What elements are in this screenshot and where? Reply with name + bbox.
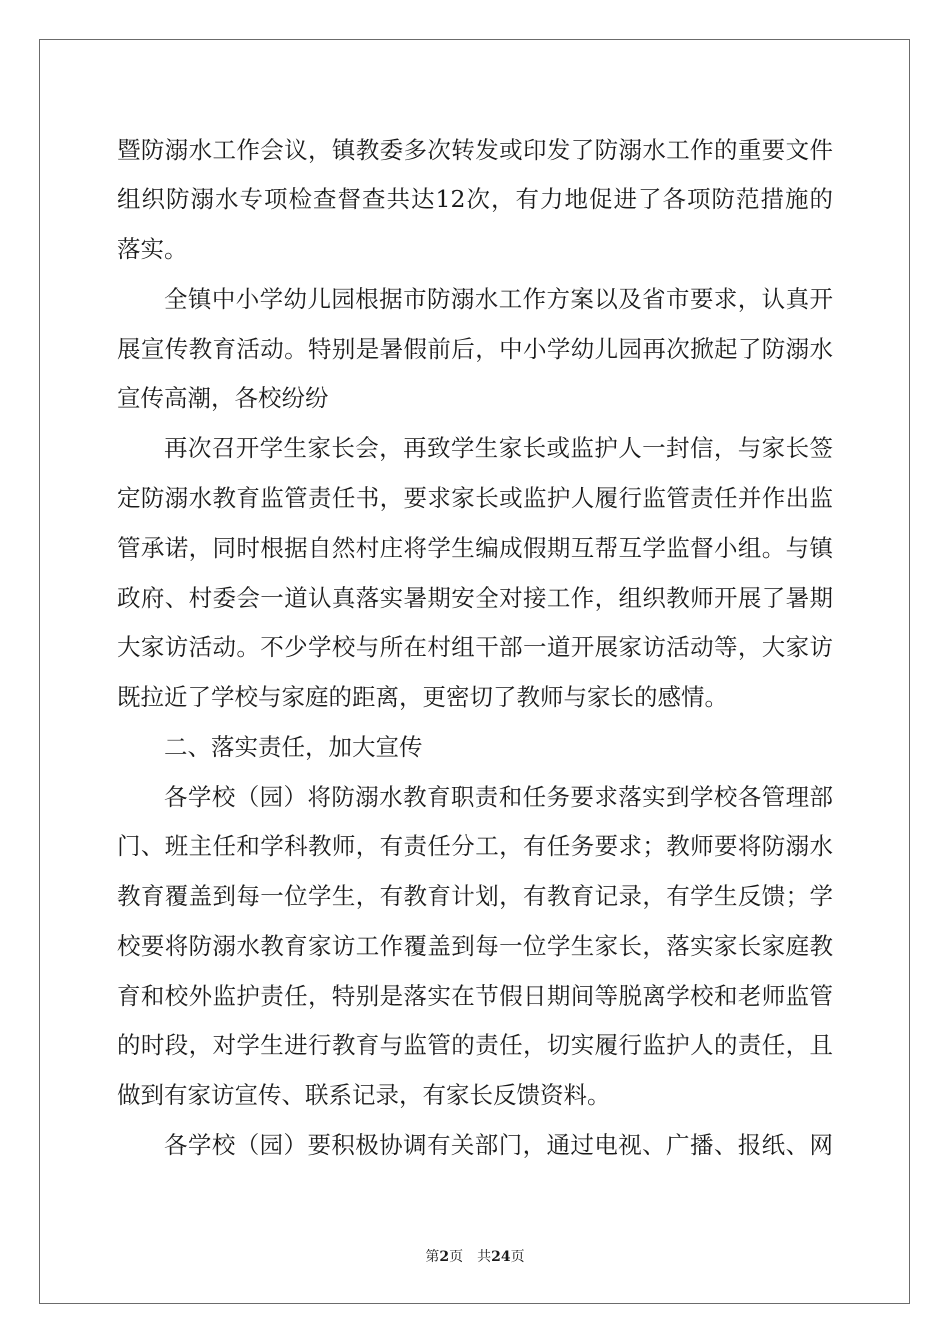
text-line: 各学校（园）将防溺水教育职责和任务要求落实到学校各管理部 [164,783,833,811]
current-page: 2 [439,1249,450,1265]
text-line: 落实。 [117,235,188,263]
text-line: 门、班主任和学科教师，有责任分工，有任务要求；教师要将防溺水 [117,832,833,860]
page-border [39,39,910,1304]
text-line: 教育覆盖到每一位学生，有教育计划，有教育记录，有学生反馈；学 [117,882,833,910]
text-line: 暨防溺水工作会议，镇教委多次转发或印发了防溺水工作的重要文件 [117,136,833,164]
text-line: 大家访活动。不少学校与所在村组干部一道开展家访活动等，大家访 [117,633,833,661]
text-line: 政府、村委会一道认真落实暑期安全对接工作，组织教师开展了暑期 [117,584,833,612]
text-line: 校要将防溺水教育家访工作覆盖到每一位学生家长，落实家长家庭教 [117,932,833,960]
section-heading: 二、落实责任，加大宣传 [164,733,423,761]
page-suffix: 页 [510,1249,525,1265]
total-pages: 24 [491,1249,511,1265]
text-line: 的时段，对学生进行教育与监管的责任，切实履行监护人的责任，且 [117,1031,833,1059]
text-line: 既拉近了学校与家庭的距离，更密切了教师与家长的感情。 [117,683,728,711]
page-prefix: 第 [425,1249,440,1265]
text-line: 各学校（园）要积极协调有关部门，通过电视、广播、报纸、网 [164,1131,833,1159]
text-line: 全镇中小学幼儿园根据市防溺水工作方案以及省市要求，认真开 [164,285,833,313]
text-line: 定防溺水教育监管责任书，要求家长或监护人履行监管责任并作出监 [117,484,833,512]
text-line: 再次召开学生家长会，再致学生家长或监护人一封信，与家长签 [164,434,833,462]
text-line: 育和校外监护责任，特别是落实在节假日期间等脱离学校和老师监管 [117,982,833,1010]
page-number-footer [0,1246,950,1266]
text-line: 组织防溺水专项检查督查共达12次，有力地促进了各项防范措施的 [117,185,833,213]
text-line: 管承诺，同时根据自然村庄将学生编成假期互帮互学监督小组。与镇 [117,534,833,562]
page-mid: 页 共 [449,1249,492,1265]
text-line: 宣传高潮，各校纷纷 [117,384,329,412]
text-line: 做到有家访宣传、联系记录，有家长反馈资料。 [117,1081,611,1109]
text-line: 展宣传教育活动。特别是暑假前后，中小学幼儿园再次掀起了防溺水 [117,335,833,363]
